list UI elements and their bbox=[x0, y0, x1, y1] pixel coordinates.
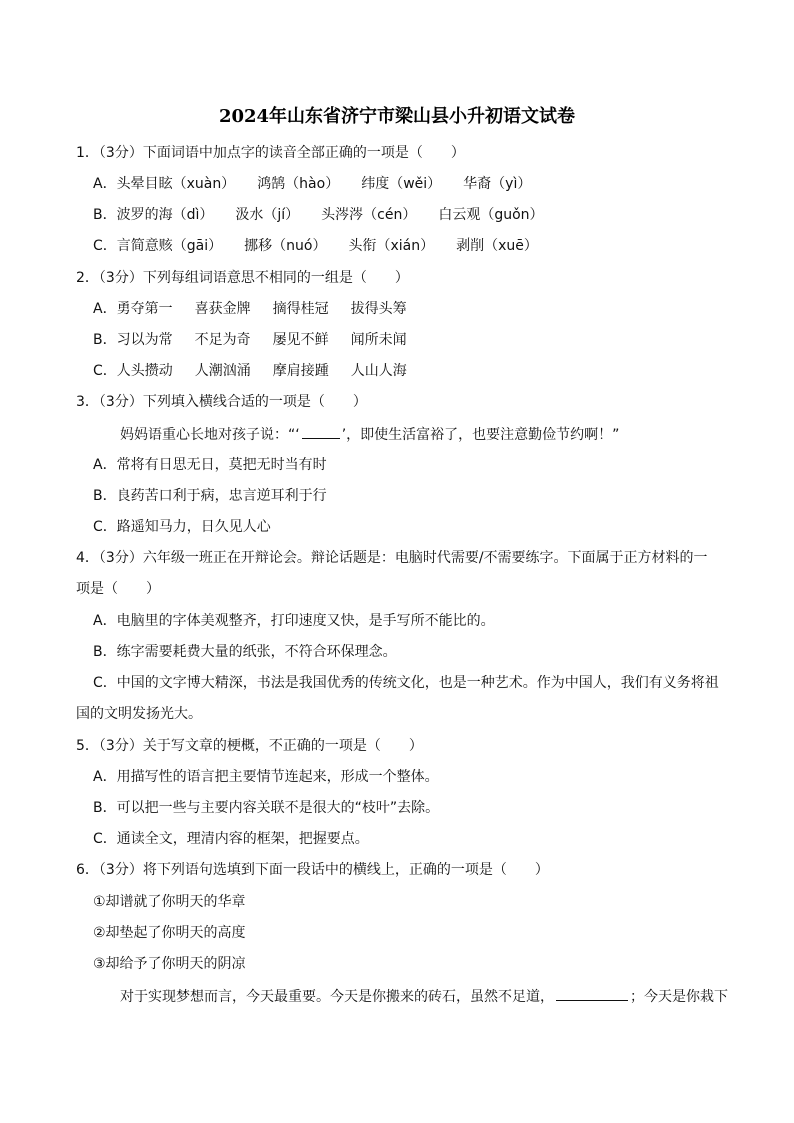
question-6-item-2: ②却垫起了你明天的高度 bbox=[93, 925, 246, 941]
option-text: 华裔（yì） bbox=[463, 176, 532, 192]
option-text: 不足为奇 bbox=[194, 332, 251, 348]
question-5-option-a[interactable]: A．用描写性的语言把主要情节连起来，形成一个整体。 bbox=[93, 769, 439, 785]
question-3-option-b[interactable]: B．良药苦口利于病，忠言逆耳利于行 bbox=[93, 488, 327, 504]
page-title: 2024年山东省济宁市梁山县小升初语文试卷 bbox=[218, 106, 576, 127]
option-text: 挪移（nuó） bbox=[244, 238, 327, 254]
option-text: C．人头攒动 bbox=[93, 363, 173, 379]
question-5-option-c[interactable]: C．通读全文，理清内容的框架，把握要点。 bbox=[93, 831, 369, 847]
question-4-stem-continued: 项是（ ） bbox=[76, 581, 160, 597]
question-3-passage bbox=[120, 424, 619, 445]
option-text: 汲水（jí） bbox=[235, 207, 300, 223]
question-2-option-c[interactable] bbox=[93, 361, 407, 381]
question-3-option-a[interactable]: A．常将有日思无日，莫把无时当有时 bbox=[93, 457, 327, 473]
question-1-option-c[interactable] bbox=[93, 236, 538, 256]
option-text: 头衔（xián） bbox=[348, 238, 435, 254]
question-6-item-1: ①却谱就了你明天的华章 bbox=[93, 894, 246, 910]
option-text: 剥削（xuē） bbox=[456, 238, 538, 254]
option-text: A．头晕目眩（xuàn） bbox=[93, 176, 236, 192]
option-text: 鸿鹄（hào） bbox=[257, 176, 340, 192]
option-text: B．波罗的海（dì） bbox=[93, 207, 214, 223]
question-6-passage bbox=[120, 986, 728, 1007]
option-text: 喜获金牌 bbox=[194, 301, 251, 317]
passage-text: ；今天是你栽下 bbox=[630, 989, 728, 1005]
question-4-option-c-continued: 国的文明发扬光大。 bbox=[76, 706, 202, 722]
option-text: 头涔涔（cén） bbox=[321, 207, 417, 223]
question-3-stem: 3．（3分）下列填入横线合适的一项是（ ） bbox=[76, 394, 367, 410]
answer-blank[interactable] bbox=[556, 986, 628, 1001]
option-text: C．言简意赅（gāi） bbox=[93, 238, 223, 254]
question-3-option-c[interactable]: C．路遥知马力，日久见人心 bbox=[93, 519, 271, 535]
question-2-option-b[interactable] bbox=[93, 330, 407, 350]
question-1-option-b[interactable] bbox=[93, 205, 544, 225]
option-text: 摩肩接踵 bbox=[272, 363, 329, 379]
option-text: B．习以为常 bbox=[93, 332, 173, 348]
option-text: 摘得桂冠 bbox=[272, 301, 329, 317]
passage-text: 妈妈语重心长地对孩子说：“‘ bbox=[120, 427, 300, 443]
question-4-option-c[interactable]: C．中国的文字博大精深，书法是我国优秀的传统文化，也是一种艺术。作为中国人，我们有义务将祖 bbox=[93, 675, 719, 691]
option-text: 闻所未闻 bbox=[350, 332, 407, 348]
question-2-option-a[interactable] bbox=[93, 299, 407, 319]
question-6-stem: 6．（3分）将下列语句选填到下面一段话中的横线上，正确的一项是（ ） bbox=[76, 862, 549, 878]
question-4-option-a[interactable]: A．电脑里的字体美观整齐，打印速度又快，是手写所不能比的。 bbox=[93, 613, 495, 629]
passage-text: 对于实现梦想而言，今天最重要。今天是你搬来的砖石，虽然不足道， bbox=[120, 989, 554, 1005]
option-text: 人山人海 bbox=[350, 363, 407, 379]
answer-blank[interactable] bbox=[302, 424, 340, 439]
question-1-stem: 1．（3分）下面词语中加点字的读音全部正确的一项是（ ） bbox=[76, 145, 465, 161]
option-text: 纬度（wěi） bbox=[361, 176, 442, 192]
question-5-option-b[interactable]: B．可以把一些与主要内容关联不是很大的“枝叶”去除。 bbox=[93, 800, 440, 816]
option-text: 屡见不鲜 bbox=[272, 332, 329, 348]
question-4-option-b[interactable]: B．练字需要耗费大量的纸张，不符合环保理念。 bbox=[93, 644, 397, 660]
option-text: 拔得头筹 bbox=[350, 301, 407, 317]
question-6-item-3: ③却给予了你明天的阴凉 bbox=[93, 956, 246, 972]
option-text: 人潮汹涌 bbox=[194, 363, 251, 379]
question-4-stem: 4．（3分）六年级一班正在开辩论会。辩论话题是：电脑时代需要/不需要练字。下面属于正方材料的一 bbox=[76, 550, 708, 566]
option-text: 白云观（guǒn） bbox=[438, 207, 544, 223]
question-2-stem: 2．（3分）下列每组词语意思不相同的一组是（ ） bbox=[76, 270, 409, 286]
passage-text: ’，即使生活富裕了，也要注意勤俭节约啊！” bbox=[341, 427, 620, 443]
question-1-option-a[interactable] bbox=[93, 174, 531, 194]
option-text: A．勇夺第一 bbox=[93, 301, 173, 317]
question-5-stem: 5．（3分）关于写文章的梗概，不正确的一项是（ ） bbox=[76, 738, 423, 754]
